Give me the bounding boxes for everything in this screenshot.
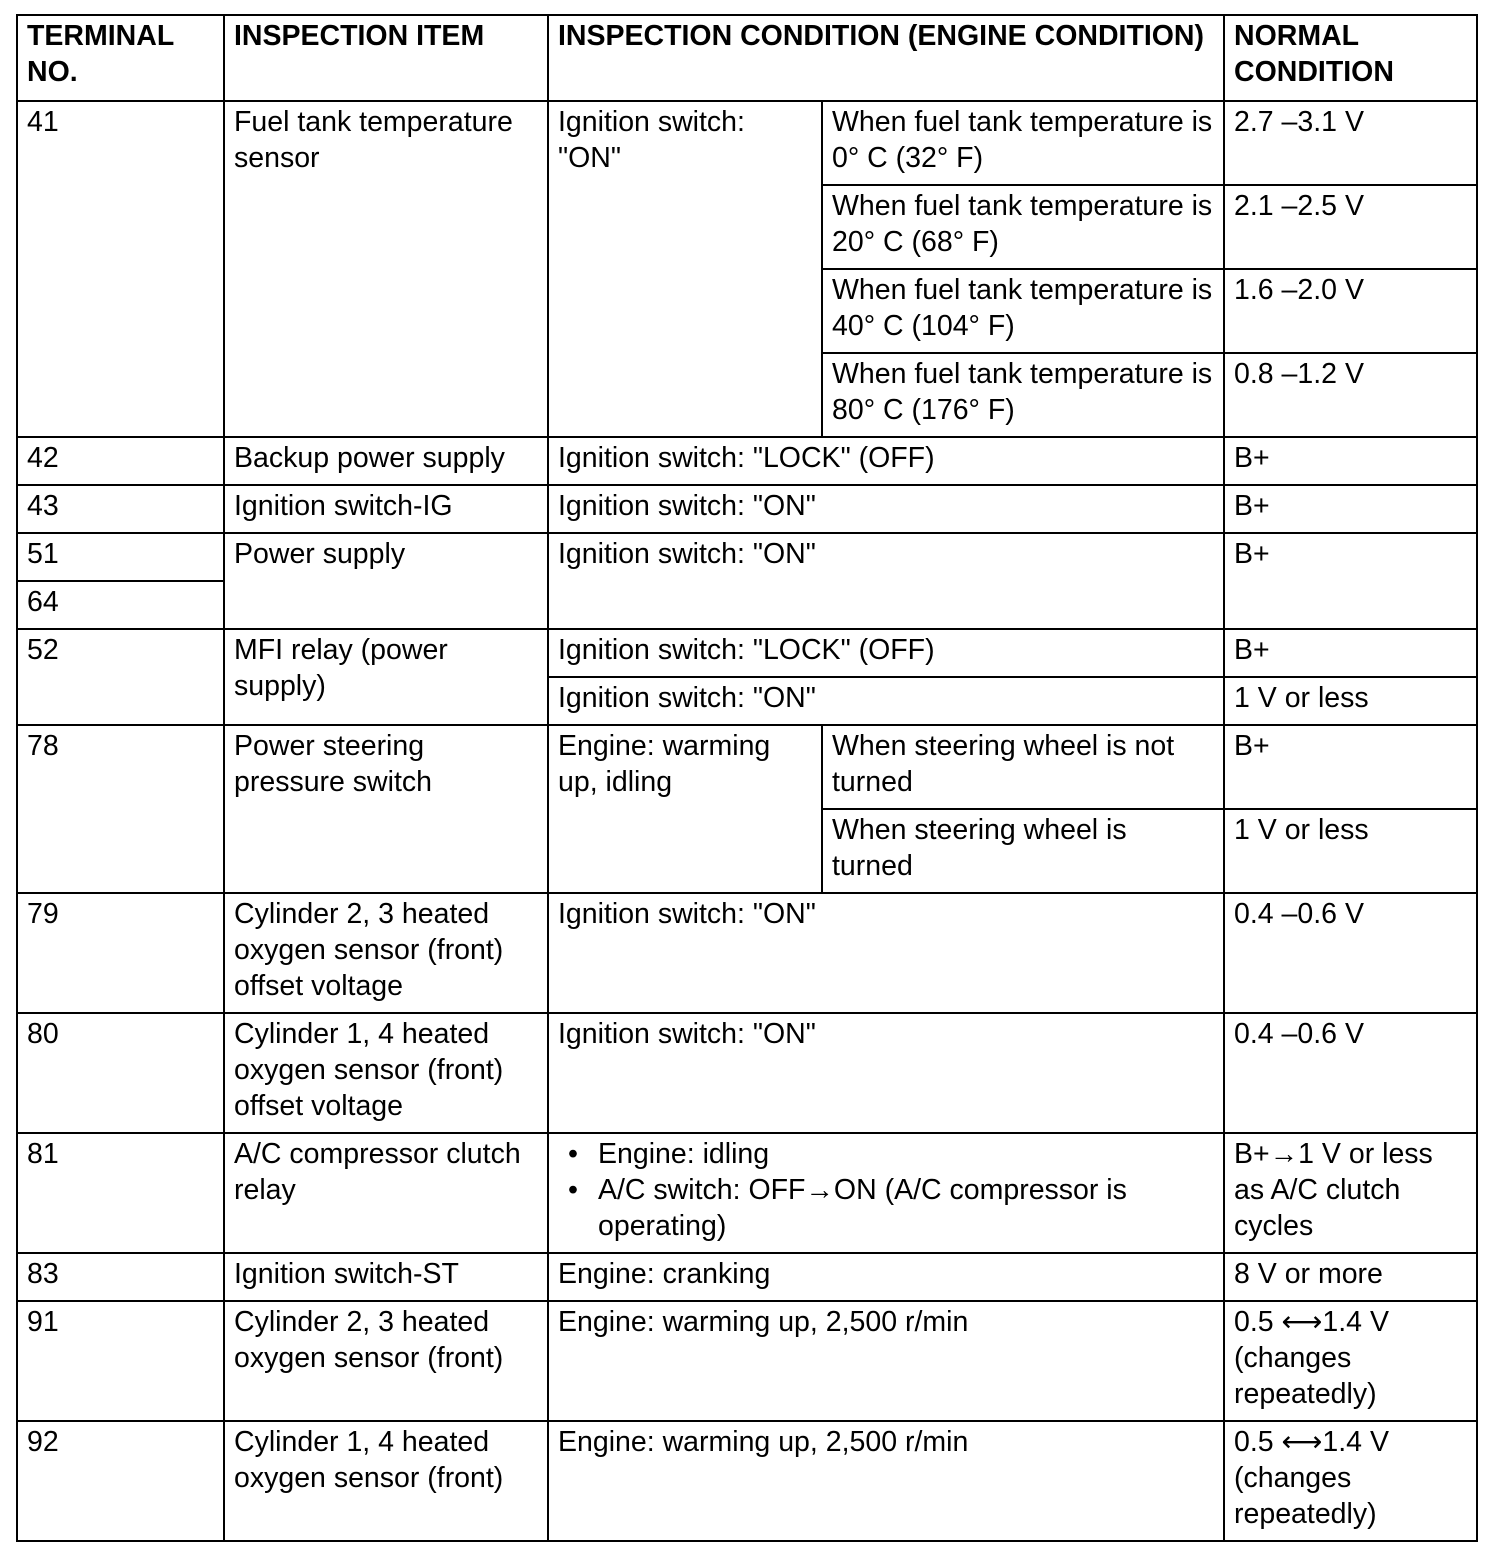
terminal-cell: 41 — [17, 101, 224, 437]
table-row — [17, 533, 1477, 581]
normal-cell: 8 V or more — [1224, 1253, 1477, 1301]
terminal-cell: 42 — [17, 437, 224, 485]
terminal-cell: 91 — [17, 1301, 224, 1421]
normal-cell: 0.5 ⟷1.4 V (changes repeatedly) — [1224, 1421, 1477, 1541]
table-row — [17, 725, 1477, 809]
condition-detail-cell: When steering wheel is not turned — [822, 725, 1224, 809]
inspection-table — [16, 14, 1478, 1542]
header-condition: INSPECTION CONDITION (ENGINE CONDITION) — [548, 15, 1224, 101]
terminal-cell: 78 — [17, 725, 224, 893]
condition-cell: Engine: warming up, 2,500 r/min — [548, 1301, 1224, 1421]
normal-cell: 2.1 –2.5 V — [1224, 185, 1477, 269]
item-cell: Cylinder 1, 4 heated oxygen sensor (front) — [224, 1421, 548, 1541]
condition-detail-cell: When fuel tank temperature is 40° C (104° F) — [822, 269, 1224, 353]
item-cell: Backup power supply — [224, 437, 548, 485]
normal-cell: 1 V or less — [1224, 677, 1477, 725]
table-row — [17, 1013, 1477, 1133]
terminal-cell: 92 — [17, 1421, 224, 1541]
item-cell: Cylinder 2, 3 heated oxygen sensor (front) — [224, 1301, 548, 1421]
terminal-cell: 81 — [17, 1133, 224, 1253]
table-row — [17, 1253, 1477, 1301]
item-cell: Power supply — [224, 533, 548, 629]
normal-cell: B+→1 V or less as A/C clutch cycles — [1224, 1133, 1477, 1253]
item-cell: A/C compressor clutch relay — [224, 1133, 548, 1253]
terminal-cell: 79 — [17, 893, 224, 1013]
table-row — [17, 101, 1477, 185]
terminal-cell: 43 — [17, 485, 224, 533]
condition-cell — [548, 1133, 1224, 1253]
header-row — [17, 15, 1477, 101]
header-normal: NORMAL CONDITION — [1224, 15, 1477, 101]
condition-detail-cell: When steering wheel is turned — [822, 809, 1224, 893]
item-cell: Cylinder 2, 3 heated oxygen sensor (front) offset voltage — [224, 893, 548, 1013]
normal-cell: 2.7 –3.1 V — [1224, 101, 1477, 185]
normal-cell: B+ — [1224, 533, 1477, 629]
table-row — [17, 1133, 1477, 1253]
condition-detail-cell: When fuel tank temperature is 0° C (32° F) — [822, 101, 1224, 185]
header-item: INSPECTION ITEM — [224, 15, 548, 101]
condition-cell: Ignition switch: "LOCK" (OFF) — [548, 437, 1224, 485]
item-cell: Ignition switch-ST — [224, 1253, 548, 1301]
condition-cell: Ignition switch: "ON" — [548, 1013, 1224, 1133]
terminal-cell: 52 — [17, 629, 224, 725]
condition-cell: Engine: warming up, idling — [548, 725, 822, 893]
table-row — [17, 893, 1477, 1013]
condition-cell: Ignition switch: "LOCK" (OFF) — [548, 629, 1224, 677]
table-row — [17, 437, 1477, 485]
table-row — [17, 1301, 1477, 1421]
item-cell: Ignition switch-IG — [224, 485, 548, 533]
condition-cell: Engine: warming up, 2,500 r/min — [548, 1421, 1224, 1541]
normal-cell: 0.4 –0.6 V — [1224, 893, 1477, 1013]
condition-bullet-list — [558, 1136, 1215, 1244]
page — [16, 14, 1478, 1542]
terminal-cell: 80 — [17, 1013, 224, 1133]
condition-cell: Ignition switch: "ON" — [548, 677, 1224, 725]
normal-cell: B+ — [1224, 485, 1477, 533]
condition-cell: Engine: cranking — [548, 1253, 1224, 1301]
list-item: • A/C switch: OFF→ON (A/C compressor is operating) — [558, 1172, 1215, 1244]
condition-cell: Ignition switch: "ON" — [548, 485, 1224, 533]
item-cell: Cylinder 1, 4 heated oxygen sensor (front) offset voltage — [224, 1013, 548, 1133]
item-cell: Fuel tank temperature sensor — [224, 101, 548, 437]
table-row — [17, 1421, 1477, 1541]
normal-cell: B+ — [1224, 725, 1477, 809]
condition-detail-cell: When fuel tank temperature is 20° C (68° F) — [822, 185, 1224, 269]
condition-cell: Ignition switch: "ON" — [548, 101, 822, 437]
normal-cell: 0.8 –1.2 V — [1224, 353, 1477, 437]
normal-cell: B+ — [1224, 437, 1477, 485]
item-cell: Power steering pressure switch — [224, 725, 548, 893]
terminal-cell: 51 — [17, 533, 224, 581]
list-item: • Engine: idling — [558, 1136, 1215, 1172]
table-row — [17, 485, 1477, 533]
item-cell: MFI relay (power supply) — [224, 629, 548, 725]
condition-cell: Ignition switch: "ON" — [548, 533, 1224, 629]
condition-cell: Ignition switch: "ON" — [548, 893, 1224, 1013]
normal-cell: 1.6 –2.0 V — [1224, 269, 1477, 353]
table-row — [17, 629, 1477, 677]
normal-cell: 0.5 ⟷1.4 V (changes repeatedly) — [1224, 1301, 1477, 1421]
header-terminal: TERMINAL NO. — [17, 15, 224, 101]
terminal-cell: 83 — [17, 1253, 224, 1301]
terminal-cell: 64 — [17, 581, 224, 629]
normal-cell: 0.4 –0.6 V — [1224, 1013, 1477, 1133]
condition-detail-cell: When fuel tank temperature is 80° C (176° F) — [822, 353, 1224, 437]
normal-cell: B+ — [1224, 629, 1477, 677]
normal-cell: 1 V or less — [1224, 809, 1477, 893]
